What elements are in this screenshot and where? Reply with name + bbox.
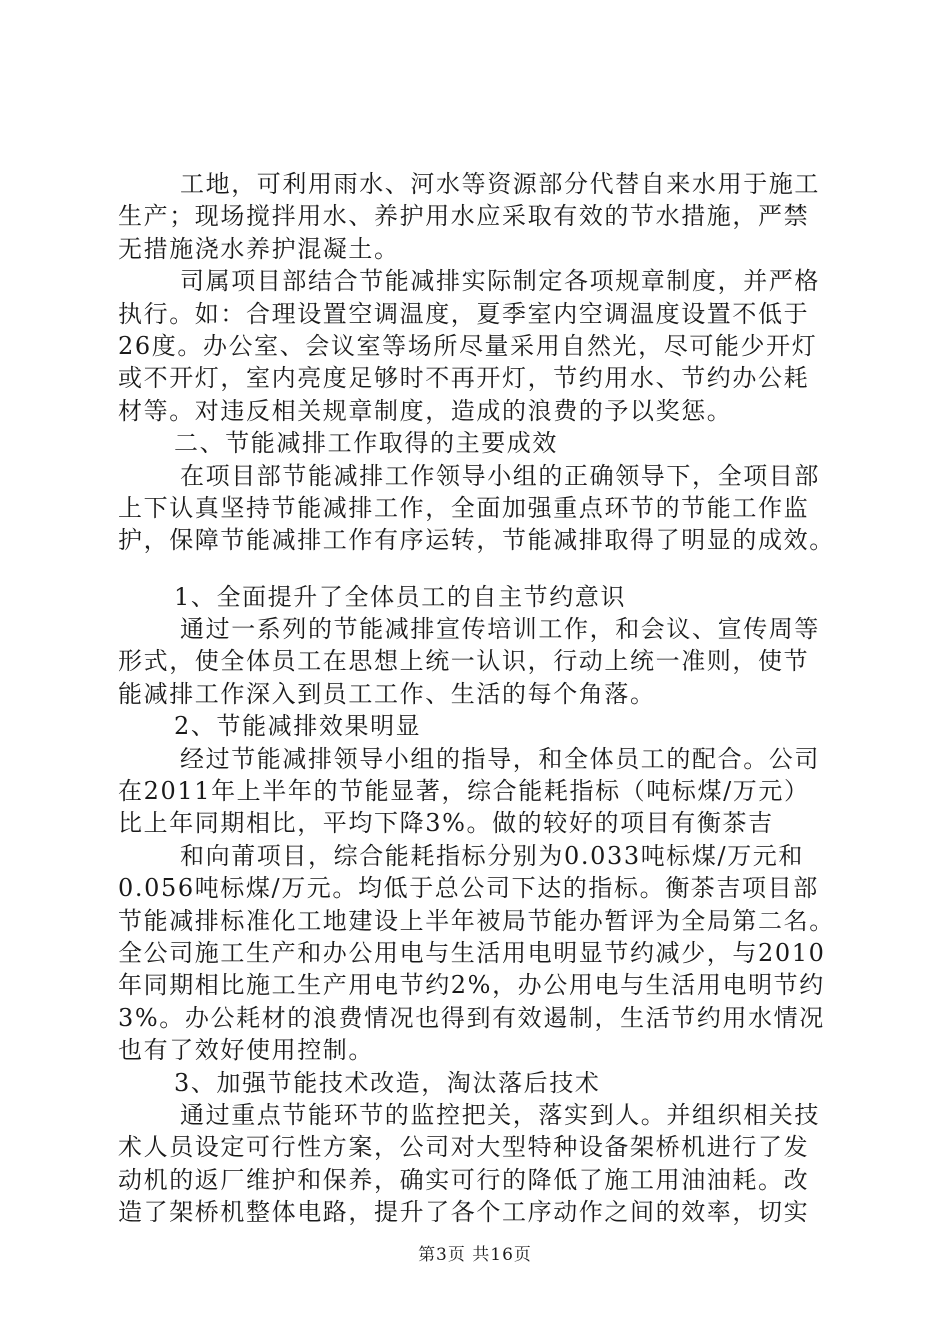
text-line: 工地，可利用雨水、河水等资源部分代替自来水用于施工 <box>180 170 820 198</box>
text-line: 或不开灯，室内亮度足够时不再开灯，节约用水、节约办公耗 <box>118 364 810 393</box>
text-line: 年同期相比施工生产用电节约2%，办公用电与生活用电明节约 <box>118 971 825 1000</box>
page-footer <box>0 1240 950 1265</box>
subsection-heading: 3、加强节能技术改造，淘汰落后技术 <box>174 1068 601 1097</box>
text-line: 动机的返厂维护和保养，确实可行的降低了施工用油油耗。改 <box>118 1165 810 1194</box>
text-line: 比上年同期相比，平均下降3%。做的较好的项目有衡茶吉 <box>118 809 774 838</box>
text-line: 形式，使全体员工在思想上统一认识，行动上统一准则，使节 <box>118 647 810 676</box>
text-line: 通过一系列的节能减排宣传培训工作，和会议、宣传周等 <box>180 615 820 644</box>
text-line: 无措施浇水养护混凝土。 <box>118 234 400 263</box>
text-line: 上下认真坚持节能减排工作，全面加强重点环节的节能工作监 <box>118 493 810 522</box>
section-heading: 二、节能减排工作取得的主要成效 <box>174 429 558 458</box>
text-line: 术人员设定可行性方案，公司对大型特种设备架桥机进行了发 <box>118 1133 810 1162</box>
text-line: 在项目部节能减排工作领导小组的正确领导下，全项目部 <box>180 461 820 490</box>
text-line: 3%。办公耗材的浪费情况也得到有效遏制，生活节约用水情况 <box>118 1003 825 1032</box>
text-line: 护，保障节能减排工作有序运转，节能减排取得了明显的成效。 <box>118 526 835 555</box>
text-line: 26度。办公室、会议室等场所尽量采用自然光，尽可能少开灯 <box>118 331 818 360</box>
text-line: 在2011年上半年的节能显著，综合能耗指标（吨标煤/万元） <box>118 777 810 806</box>
text-line: 生产；现场搅拌用水、养护用水应采取有效的节水措施，严禁 <box>118 202 810 231</box>
subsection-heading: 1、全面提升了全体员工的自主节约意识 <box>174 582 627 611</box>
paragraph-gap <box>118 557 838 581</box>
text-line: 通过重点节能环节的监控把关，落实到人。并组织相关技 <box>180 1100 820 1129</box>
text-line: 节能减排标准化工地建设上半年被局节能办暂评为全局第二名。 <box>118 906 835 935</box>
subsection-heading: 2、节能减排效果明显 <box>174 712 422 741</box>
text-line: 司属项目部结合节能减排实际制定各项规章制度，并严格 <box>180 267 820 296</box>
text-line: 全公司施工生产和办公用电与生活用电明显节约减少，与2010 <box>118 938 826 967</box>
document-body <box>118 168 838 1229</box>
text-line: 和向莆项目，综合能耗指标分别为0.033吨标煤/万元和 <box>180 841 804 870</box>
text-line: 造了架桥机整体电路，提升了各个工序动作之间的效率，切实 <box>118 1198 810 1227</box>
text-line: 材等。对违反相关规章制度，造成的浪费的予以奖惩。 <box>118 396 733 425</box>
text-line: 也有了效好使用控制。 <box>118 1036 374 1065</box>
text-line: 经过节能减排领导小组的指导，和全体员工的配合。公司 <box>180 744 820 773</box>
text-line: 执行。如：合理设置空调温度，夏季室内空调温度设置不低于 <box>118 299 810 328</box>
page-number-label: 第3页 共16页 <box>418 1245 532 1265</box>
text-line: 能减排工作深入到员工工作、生活的每个角落。 <box>118 679 656 708</box>
text-line: 0.056吨标煤/万元。均低于总公司下达的指标。衡茶吉项目部 <box>118 874 819 903</box>
